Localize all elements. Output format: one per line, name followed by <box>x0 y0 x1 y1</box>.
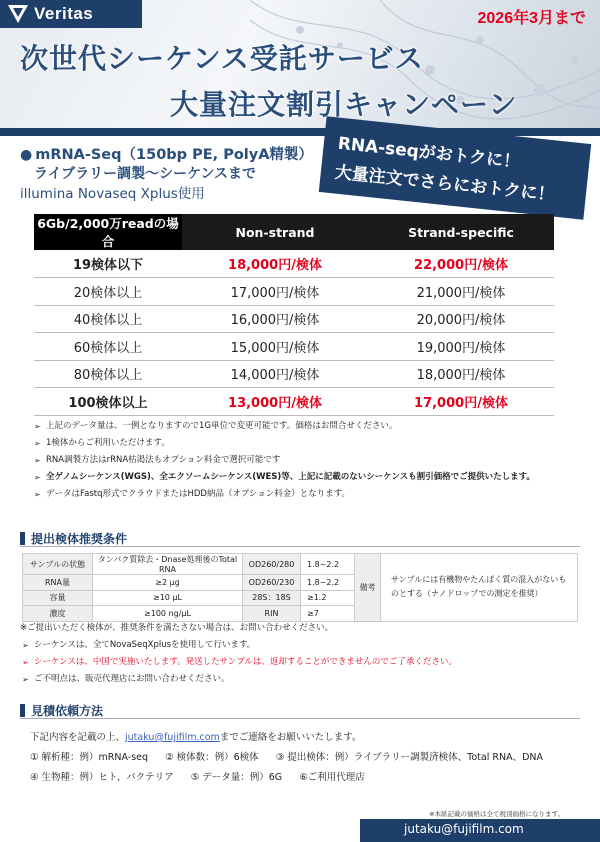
estimate-item: ③ 提出検体：例）ライブラリー調製済検体、Total RNA、DNA <box>275 752 544 763</box>
service-scope: ライブラリー調製～シーケンスまで <box>34 166 257 182</box>
section-divider <box>20 718 580 719</box>
page-title-line1: 次世代シーケンス受託サービス <box>20 42 424 75</box>
price-non-strand: 18,000円/検体 <box>182 250 368 278</box>
price-strand-specific: 21,000円/検体 <box>368 278 554 306</box>
price-strand-specific: 22,000円/検体 <box>368 250 554 278</box>
price-non-strand: 17,000円/検体 <box>182 278 368 306</box>
cond-value: ≥10 μL <box>93 590 243 606</box>
table-row <box>23 554 578 575</box>
estimate-instructions <box>30 728 557 788</box>
price-strand-specific: 18,000円/検体 <box>368 360 554 388</box>
sample-caution: ※ご提出いただく検体が、推奨条件を満たさない場合は、お問い合わせください。 <box>20 623 334 633</box>
intro-after: までご連絡をお願いいたします。 <box>219 732 362 743</box>
cond-label: 28S：18S <box>243 590 301 606</box>
note-item: ➢ 全ゲノムシーケンス(WGS)、全エクソームシーケンス(WES)等、上記に記載のないシーケンスも割引価格でご提供いたします。 <box>34 469 574 486</box>
cond-label: OD260/230 <box>243 575 301 591</box>
price-row <box>34 333 554 361</box>
hero-header <box>0 0 600 128</box>
memo-label: 備考 <box>355 554 381 622</box>
cond-label: OD260/280 <box>243 554 301 575</box>
estimate-intro <box>30 728 557 748</box>
estimate-item: ② 検体数：例）6検体 <box>165 752 259 763</box>
logo-text: Veritas <box>34 4 94 23</box>
promo-banner-line1: RNA-seqがおトクに！ <box>336 133 521 173</box>
estimate-item: ⑥ご利用代理店 <box>299 772 365 783</box>
note-item: ➢ データはFastq形式でクラウドまたはHDD納品（オプション料金）となります。 <box>34 486 574 503</box>
price-qty: 60検体以上 <box>34 333 182 361</box>
price-table-header <box>34 214 554 250</box>
cond-label: RNA量 <box>23 575 93 591</box>
cond-label: RIN <box>243 606 301 622</box>
service-name-text: mRNA-Seq（150bp PE, PolyA精製） <box>35 147 313 163</box>
price-row <box>34 305 554 333</box>
price-non-strand: 13,000円/検体 <box>182 388 368 416</box>
price-row <box>34 278 554 306</box>
price-table <box>34 214 554 416</box>
cond-value: ≥100 ng/μL <box>93 606 243 622</box>
cond-label: サンプルの状態 <box>23 554 93 575</box>
section-title-estimate <box>20 702 103 719</box>
price-qty: 80検体以上 <box>34 360 182 388</box>
cond-value: ≥7 <box>301 606 355 622</box>
cond-label: 容量 <box>23 590 93 606</box>
list-item-warning: ➢ シーケンスは、中国で実施いたします。発送したサンプルは、返却することができませんのでご了承ください。 <box>22 654 457 671</box>
list-item: ➢ ご不明点は、販売代理店にお問い合わせください。 <box>22 671 457 688</box>
campaign-deadline: 2026年3月まで <box>477 10 586 27</box>
price-strand-specific: 19,000円/検体 <box>368 333 554 361</box>
section-title-sample <box>20 530 127 547</box>
price-row <box>34 250 554 278</box>
price-row <box>34 388 554 416</box>
veritas-logo-icon <box>8 5 28 23</box>
price-qty: 19検体以下 <box>34 250 182 278</box>
section-divider <box>20 546 580 547</box>
section-marker <box>20 704 25 717</box>
header-condition: 6Gb/2,000万readの場合 <box>34 214 182 250</box>
veritas-logo <box>0 0 142 28</box>
price-qty: 100検体以上 <box>34 388 182 416</box>
section-title-text: 見積依頼方法 <box>31 704 104 718</box>
price-qty: 20検体以上 <box>34 278 182 306</box>
estimate-item: ⑤ データ量：例）6G <box>190 772 283 783</box>
cond-label: 濃度 <box>23 606 93 622</box>
estimate-items-row2 <box>30 768 557 788</box>
cond-value: 1.8~2.2 <box>301 575 355 591</box>
cond-value: ≥1.2 <box>301 590 355 606</box>
price-strand-specific: 17,000円/検体 <box>368 388 554 416</box>
section-title-text: 提出検体推奨条件 <box>31 532 128 546</box>
section-marker <box>20 532 25 545</box>
estimate-items-row1 <box>30 748 557 768</box>
memo-text: サンプルには有機物やたんぱく質の混入がないものとする（ナノドロップでの測定を推奨） <box>381 554 578 622</box>
page-title-line2: 大量注文割引キャンペーン <box>170 88 518 121</box>
service-name <box>20 143 313 164</box>
estimate-item: ④ 生物種：例）ヒト、バクテリア <box>30 772 174 783</box>
list-item: ➢ シーケンスは、全てNovaSeqXplusを使用して行います。 <box>22 637 457 654</box>
sample-conditions-table <box>22 553 578 622</box>
cond-value: 1.8~2.2 <box>301 554 355 575</box>
header-non-strand: Non-strand <box>182 214 368 250</box>
price-non-strand: 15,000円/検体 <box>182 333 368 361</box>
footer-email[interactable]: jutaku@fujifilm.com <box>360 819 600 842</box>
price-non-strand: 14,000円/検体 <box>182 360 368 388</box>
promo-banner-line2: 大量注文でさらにおトクに！ <box>333 162 556 206</box>
intro-before: 下記内容を記載の上、 <box>30 732 126 743</box>
note-item: ➢ RNA調製方法はrRNA枯渇法もオプション料金で選択可能です <box>34 452 574 469</box>
price-notes <box>34 418 574 503</box>
sample-notes-list <box>22 637 457 688</box>
cond-value: ≥2 μg <box>93 575 243 591</box>
price-qty: 40検体以上 <box>34 305 182 333</box>
tax-note: ※本紙記載の価格は全て税別価格になります。 <box>429 810 564 818</box>
contact-email-link[interactable]: jutaku@fujifilm.com <box>125 732 220 743</box>
note-item: ➢ 1検体からご利用いただけます。 <box>34 435 574 452</box>
cond-value: タンパク質除去・Dnase処理後のTotal RNA <box>93 554 243 575</box>
note-item: ➢ 上記のデータ量は、一例となりますので1G単位で変更可能です。価格はお問合せください。 <box>34 418 574 435</box>
price-row <box>34 360 554 388</box>
price-non-strand: 16,000円/検体 <box>182 305 368 333</box>
price-strand-specific: 20,000円/検体 <box>368 305 554 333</box>
bullet-icon: ● <box>20 147 33 163</box>
estimate-item: ① 解析種：例）mRNA-seq <box>30 752 149 763</box>
header-strand-specific: Strand-specific <box>368 214 554 250</box>
service-platform: illumina Novaseq Xplus使用 <box>20 186 205 202</box>
